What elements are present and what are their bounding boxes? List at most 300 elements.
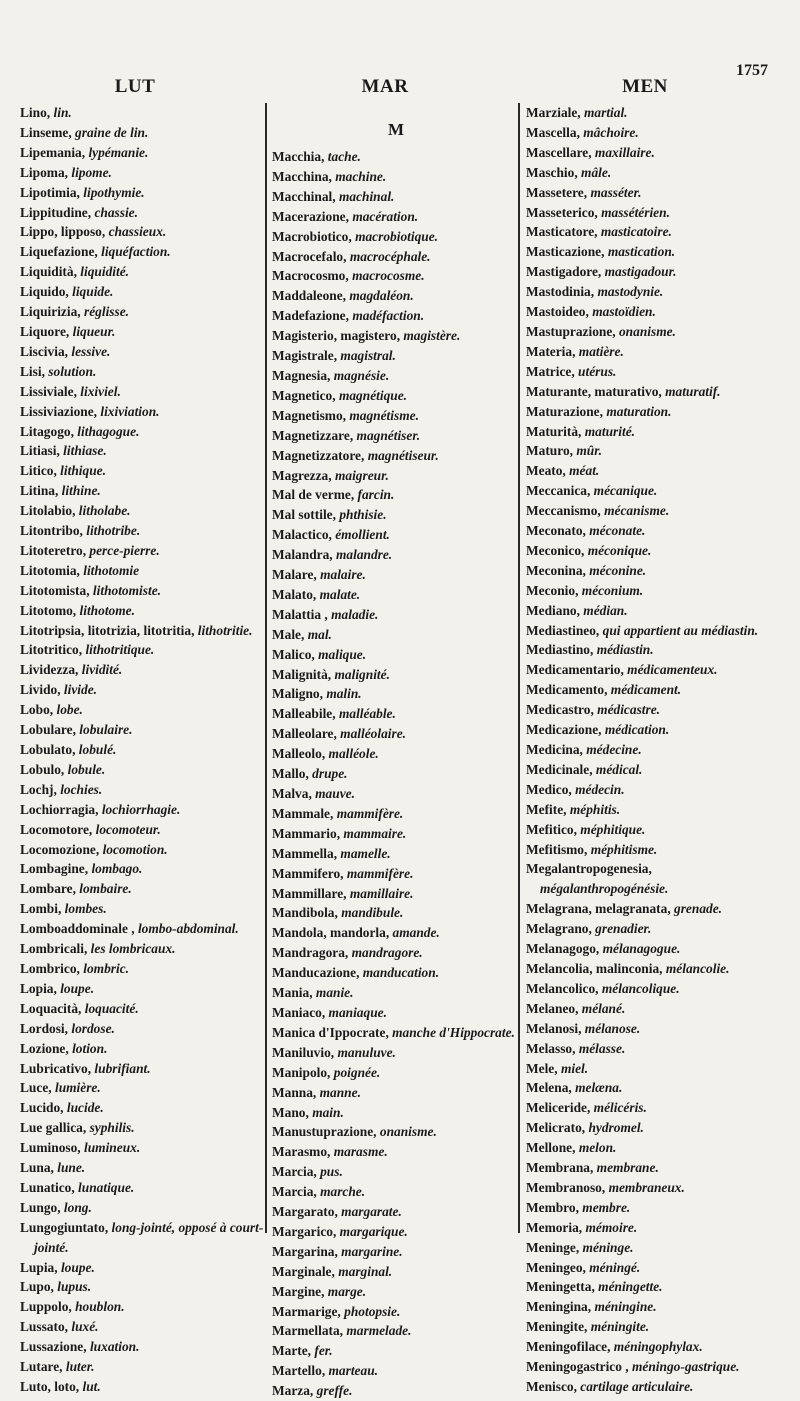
dictionary-entry <box>272 426 520 446</box>
entry-translation: lumière. <box>54 1080 101 1096</box>
dictionary-entry <box>20 1138 266 1158</box>
dictionary-entry <box>526 382 782 402</box>
dictionary-entry <box>526 1158 782 1178</box>
entry-headword: Lipoma, <box>20 164 72 180</box>
entry-translation: mélané. <box>581 1000 626 1016</box>
entry-translation: lobe. <box>56 702 83 718</box>
entry-headword: Menisco, <box>526 1379 581 1394</box>
entry-translation: photopsie. <box>344 1303 401 1319</box>
entry-headword: Medico, <box>526 781 576 797</box>
dictionary-entry <box>526 1297 782 1317</box>
dictionary-entry <box>272 346 520 366</box>
entry-headword: Lunatico, <box>20 1179 79 1195</box>
entry-headword: Malleolare, <box>272 726 341 742</box>
dictionary-entry <box>20 601 266 621</box>
entry-translation: lipothymie. <box>83 184 145 200</box>
entry-headword: Mania, <box>272 985 316 1001</box>
dictionary-entry <box>526 1238 782 1258</box>
entry-headword: Lombrico, <box>20 960 84 976</box>
entry-translation: lobulaire. <box>79 722 133 738</box>
entry-translation: méphitisme. <box>590 841 658 857</box>
entry-headword: Medicamentario, <box>526 662 628 678</box>
entry-translation: magnésie. <box>333 367 390 383</box>
entry-translation: mammifère. <box>346 865 414 881</box>
entry-translation: long-jointé, opposé à court-jointé. <box>34 1219 264 1255</box>
entry-translation: méningé. <box>589 1259 641 1275</box>
entry-headword: Marmarige, <box>272 1303 345 1319</box>
dictionary-entry <box>526 183 782 203</box>
dictionary-entry <box>526 1218 782 1238</box>
entry-headword: Macrocefalo, <box>272 248 350 264</box>
dictionary-entry <box>20 1277 266 1297</box>
entry-translation: mélanose. <box>584 1020 641 1036</box>
entry-headword: Malactico, <box>272 527 336 543</box>
dictionary-entry <box>526 859 782 899</box>
entry-translation: machinal. <box>338 188 395 204</box>
entry-headword: Manducazione, <box>272 965 363 981</box>
entry-translation: magdaléon. <box>349 288 414 304</box>
entry-translation: mélasse. <box>578 1040 626 1056</box>
entry-headword: Meconio, <box>526 582 582 598</box>
entry-headword: Marcia, <box>272 1164 321 1180</box>
entry-headword: Meccanica, <box>526 483 594 499</box>
entry-translation: liqueur. <box>72 323 116 339</box>
entry-translation: lupus. <box>57 1279 92 1295</box>
entry-translation: mandibule. <box>341 905 404 921</box>
entry-headword: Lucido, <box>20 1100 67 1116</box>
entry-translation: lithotomie <box>83 562 140 578</box>
dictionary-entry <box>20 422 266 442</box>
dictionary-entry <box>272 864 520 884</box>
entry-translation: lombric. <box>83 960 129 976</box>
dictionary-entry <box>272 406 520 426</box>
entry-translation: mélicéris. <box>593 1100 647 1116</box>
dictionary-entry <box>526 362 782 382</box>
entry-translation: lune. <box>57 1160 86 1176</box>
entry-translation: médicastre. <box>597 702 661 718</box>
dictionary-entry <box>526 1337 782 1357</box>
entry-translation: lithotribe. <box>86 523 141 539</box>
entry-translation: mélanagogue. <box>602 941 681 957</box>
entry-translation: malaire. <box>320 567 366 583</box>
dictionary-entry <box>272 1043 520 1063</box>
entry-headword: Liquefazione, <box>20 244 102 260</box>
entry-translation: lombes. <box>64 901 107 917</box>
entry-translation: luxation. <box>89 1339 140 1355</box>
entry-translation: liquidité. <box>80 264 130 280</box>
dictionary-entry <box>20 222 266 242</box>
entry-translation: les lombricaux. <box>90 941 176 957</box>
entry-headword: Luto, loto, <box>20 1379 83 1394</box>
entry-headword: Melanosi, <box>526 1020 585 1036</box>
entry-translation: méphitis. <box>569 801 621 817</box>
entry-translation: magnétiser. <box>356 427 421 443</box>
entry-headword: Mallo, <box>272 766 313 782</box>
entry-headword: Mefitismo, <box>526 841 591 857</box>
dictionary-entry <box>272 1282 520 1302</box>
section-letter: M <box>387 120 405 139</box>
entry-headword: Litina, <box>20 483 62 499</box>
dictionary-entry <box>272 645 520 665</box>
dictionary-entry <box>20 242 266 262</box>
entry-headword: Liquore, <box>20 323 73 339</box>
entry-headword: Lobulo, <box>20 761 68 777</box>
entry-translation: mastodynie. <box>597 284 664 300</box>
entry-headword: Meato, <box>526 463 570 479</box>
entry-headword: Litotritico, <box>20 642 86 658</box>
entry-translation: membraneux. <box>608 1179 685 1195</box>
entry-translation: litholabe. <box>78 503 131 519</box>
dictionary-entry <box>526 103 782 123</box>
entry-headword: Maturante, maturativo, <box>526 383 666 399</box>
entry-translation: lobulé. <box>78 742 117 757</box>
entry-translation: lessive. <box>71 343 111 359</box>
dictionary-entry <box>272 1023 520 1043</box>
entry-translation: manuluve. <box>337 1044 396 1060</box>
dictionary-entry <box>20 1019 266 1039</box>
entry-headword: Locomozione, <box>20 841 103 857</box>
entry-headword: Magnesia, <box>272 367 334 383</box>
entry-headword: Membranoso, <box>526 1179 609 1195</box>
dictionary-entry <box>20 1078 266 1098</box>
entry-translation: marteau. <box>328 1363 378 1379</box>
entry-headword: Litoteretro, <box>20 542 90 558</box>
entry-translation: méningo-gastrique. <box>632 1359 740 1375</box>
dictionary-entry <box>20 1337 266 1357</box>
dictionary-entry <box>526 342 782 362</box>
entry-headword: Marcia, <box>272 1184 321 1200</box>
entry-translation: luxé. <box>71 1319 99 1335</box>
entry-translation: méconium. <box>581 582 644 598</box>
entry-translation: lin. <box>53 105 72 120</box>
dictionary-entry <box>20 660 266 680</box>
dictionary-entry <box>272 943 520 963</box>
entry-headword: Meliceride, <box>526 1100 594 1116</box>
dictionary-entry <box>272 326 520 346</box>
entry-translation: liquéfaction. <box>101 244 171 260</box>
dictionary-entry <box>272 266 520 286</box>
entry-translation: madéfaction. <box>352 308 425 324</box>
entry-headword: Malleolo, <box>272 746 329 762</box>
entry-headword: Manustuprazione, <box>272 1124 380 1140</box>
entry-headword: Mascellare, <box>526 144 595 160</box>
entry-headword: Maligno, <box>272 686 327 702</box>
entry-headword: Mammale, <box>272 805 337 821</box>
entry-headword: Lochiorragia, <box>20 801 102 817</box>
entry-translation: manche d'Hippocrate. <box>392 1024 515 1040</box>
entry-headword: Lissiviazione, <box>20 403 101 419</box>
dictionary-entry <box>526 262 782 282</box>
entry-headword: Margarico, <box>272 1223 340 1239</box>
entry-translation: mâchoire. <box>583 124 639 140</box>
entry-headword: Malattia , <box>272 606 332 622</box>
dictionary-entry <box>20 680 266 700</box>
entry-headword: Manica d'Ippocrate, <box>272 1024 393 1040</box>
entry-headword: Magnetismo, <box>272 407 350 423</box>
dictionary-entry <box>20 103 266 123</box>
entry-headword: Malico, <box>272 646 319 662</box>
entry-translation: malléable. <box>338 706 396 722</box>
dictionary-entry <box>272 625 520 645</box>
entry-translation: lithotritique. <box>85 642 155 658</box>
entry-translation: machine. <box>335 168 387 184</box>
dictionary-entry <box>20 1118 266 1138</box>
entry-headword: Lipemania, <box>20 144 89 160</box>
entry-headword: Luminoso, <box>20 1140 84 1156</box>
dictionary-entry <box>526 1078 782 1098</box>
entry-translation: mauve. <box>315 786 355 801</box>
entry-translation: malignité. <box>334 666 390 682</box>
dictionary-entry <box>272 784 520 804</box>
entry-headword: Lue gallica, <box>20 1120 90 1136</box>
entry-headword: Lobulato, <box>20 742 79 757</box>
entry-headword: Lobo, <box>20 702 57 718</box>
dictionary-entry <box>272 1202 520 1222</box>
entry-translation: lucide. <box>66 1100 104 1116</box>
entry-translation: malléole. <box>328 746 379 762</box>
entry-translation: mécanisme. <box>604 503 670 519</box>
entry-headword: Meconico, <box>526 542 588 558</box>
entry-headword: Meningite, <box>526 1319 591 1335</box>
entry-headword: Materia, <box>526 343 579 359</box>
dictionary-entry <box>272 306 520 326</box>
entry-translation: graine de lin. <box>75 124 149 140</box>
entry-headword: Mammifero, <box>272 865 347 881</box>
entry-translation: médication. <box>604 722 670 738</box>
entry-headword: Magnetico, <box>272 387 339 403</box>
entry-translation: melæna. <box>575 1080 623 1096</box>
dictionary-entry <box>20 481 266 501</box>
entry-headword: Litagogo, <box>20 423 78 439</box>
dictionary-entry <box>272 485 520 505</box>
entry-translation: lithagogue. <box>77 423 140 439</box>
dictionary-entry <box>272 983 520 1003</box>
entry-headword: Mastuprazione, <box>526 323 619 339</box>
entry-headword: Medicastro, <box>526 702 598 718</box>
dictionary-entry <box>526 322 782 342</box>
entry-headword: Lombare, <box>20 881 80 897</box>
entry-translation: miel. <box>560 1060 589 1076</box>
entry-headword: Lussato, <box>20 1319 72 1335</box>
entry-translation: mélancolie. <box>665 960 730 976</box>
entry-translation: mandragore. <box>351 945 423 961</box>
entry-translation: mégalanthropogénésie. <box>540 881 669 897</box>
entry-translation: marche. <box>320 1184 366 1200</box>
entry-translation: tache. <box>327 149 361 164</box>
dictionary-entry <box>20 581 266 601</box>
dictionary-entry <box>526 242 782 262</box>
entry-headword: Medicinale, <box>526 761 596 777</box>
entry-translation: chassieux. <box>108 224 167 240</box>
entry-translation: médecine. <box>586 742 642 757</box>
entry-translation: liquide. <box>72 284 114 300</box>
entry-translation: magnétiseur. <box>367 447 439 463</box>
entry-translation: mastigadour. <box>604 264 677 280</box>
dictionary-entry <box>526 1258 782 1278</box>
dictionary-entry <box>20 840 266 860</box>
dictionary-entry <box>20 262 266 282</box>
entry-headword: Lissiviale, <box>20 383 81 399</box>
entry-translation: syphilis. <box>89 1120 135 1136</box>
entry-translation: médicamenteux. <box>627 662 718 678</box>
entry-headword: Locomotore, <box>20 821 96 837</box>
entry-headword: Luppolo, <box>20 1299 76 1315</box>
entry-translation: lunatique. <box>78 1179 135 1195</box>
dictionary-entry <box>526 501 782 521</box>
dictionary-entry <box>20 1218 266 1258</box>
entry-translation: locomoteur. <box>95 821 161 837</box>
entry-headword: Male, <box>272 626 308 642</box>
entry-headword: Meningogastrico , <box>526 1359 632 1375</box>
entry-headword: Melanagogo, <box>526 941 603 957</box>
entry-headword: Lino, <box>20 105 54 120</box>
entry-translation: masséter. <box>590 184 642 200</box>
entry-translation: maxillaire. <box>594 144 655 160</box>
dictionary-entry <box>272 724 520 744</box>
entry-translation: macrocosme. <box>352 268 425 284</box>
dictionary-entry <box>20 879 266 899</box>
entry-headword: Macrocosmo, <box>272 268 353 284</box>
dictionary-entry <box>20 899 266 919</box>
dictionary-entry <box>526 461 782 481</box>
entry-translation: locomotion. <box>102 841 168 857</box>
entry-headword: Litotripsia, litotrizia, litotritia, <box>20 622 198 638</box>
dictionary-entry <box>272 366 520 386</box>
entry-translation: lombago. <box>91 861 143 877</box>
dictionary-entry <box>20 1357 266 1377</box>
entry-headword: Maturità, <box>526 423 585 439</box>
entry-headword: Mandragora, <box>272 945 352 961</box>
entry-headword: Macchina, <box>272 168 336 184</box>
entry-translation: mammaire. <box>343 825 407 841</box>
entry-translation: lithotome. <box>79 602 135 618</box>
dictionary-entry <box>20 1198 266 1218</box>
entries-list <box>272 147 520 1401</box>
dictionary-entry <box>20 342 266 362</box>
dictionary-entry <box>272 1302 520 1322</box>
entry-translation: marginal. <box>338 1263 393 1279</box>
dictionary-entry <box>20 521 266 541</box>
entry-headword: Maniaco, <box>272 1004 329 1020</box>
dictionary-entry <box>526 700 782 720</box>
entry-headword: Lippo, lipposo, <box>20 224 109 240</box>
entry-translation: émollient. <box>335 527 390 543</box>
entry-translation: malin. <box>326 686 362 702</box>
entry-translation: maigreur. <box>334 467 389 483</box>
entry-headword: Maturazione, <box>526 403 607 419</box>
dictionary-entry <box>272 247 520 267</box>
entry-headword: Megalantropogenesia, <box>526 861 652 877</box>
entry-headword: Marte, <box>272 1343 315 1359</box>
entry-translation: massétérien. <box>601 204 670 220</box>
dictionary-entry <box>272 1361 520 1381</box>
entry-headword: Memoria, <box>526 1219 586 1235</box>
dictionary-entry <box>272 1063 520 1083</box>
dictionary-entry <box>272 187 520 207</box>
entry-translation: lypémanie. <box>88 144 149 160</box>
dictionary-entry <box>526 1098 782 1118</box>
entry-headword: Lombricali, <box>20 941 91 957</box>
entry-translation: amande. <box>392 925 440 941</box>
entry-headword: Litotomia, <box>20 562 84 578</box>
dictionary-entry <box>272 525 520 545</box>
dictionary-entry <box>20 1039 266 1059</box>
entry-translation: maniaque. <box>328 1004 387 1020</box>
entry-translation: malate. <box>319 586 361 602</box>
dictionary-entry <box>272 167 520 187</box>
entry-headword: Masticazione, <box>526 244 608 260</box>
dictionary-entry <box>20 382 266 402</box>
dictionary-entry <box>526 640 782 660</box>
entry-headword: Meconato, <box>526 523 590 539</box>
entry-headword: Melasso, <box>526 1040 579 1056</box>
column-right <box>526 103 782 1394</box>
entry-translation: loupe. <box>60 1259 95 1275</box>
dictionary-entry <box>526 740 782 760</box>
dictionary-entry <box>272 824 520 844</box>
entry-headword: Melicrato, <box>526 1120 589 1136</box>
dictionary-entry <box>526 143 782 163</box>
entry-translation: mûr. <box>576 443 603 459</box>
dictionary-entry <box>526 899 782 919</box>
entry-translation: lithotomiste. <box>92 582 161 598</box>
entry-translation: méconique. <box>587 542 652 558</box>
dictionary-entry <box>272 1103 520 1123</box>
entry-headword: Lutare, <box>20 1359 66 1375</box>
entry-headword: Magrezza, <box>272 467 335 483</box>
entry-translation: cartilage articulaire. <box>580 1379 694 1394</box>
entry-translation: marmelade. <box>346 1323 412 1339</box>
entry-headword: Macrobiotico, <box>272 228 356 244</box>
entry-headword: Lungo, <box>20 1199 64 1215</box>
dictionary-entry <box>20 780 266 800</box>
entry-translation: lubrifiant. <box>94 1060 151 1076</box>
entry-translation: maturatif. <box>665 383 721 399</box>
entry-headword: Marmellata, <box>272 1323 347 1339</box>
entry-translation: main. <box>312 1104 344 1120</box>
entry-translation: magnétisme. <box>349 407 419 423</box>
dictionary-entry <box>272 1003 520 1023</box>
entry-translation: manie. <box>315 985 354 1001</box>
entry-headword: Malleabile, <box>272 706 339 722</box>
entry-translation: mécanique. <box>593 483 658 499</box>
entry-translation: drupe. <box>312 766 348 782</box>
entry-translation: poignée. <box>333 1064 381 1080</box>
dictionary-entry <box>272 1341 520 1361</box>
dictionary-entry <box>526 282 782 302</box>
dictionary-entry <box>526 441 782 461</box>
dictionary-entry <box>20 1178 266 1198</box>
entry-translation: lithiase. <box>63 443 107 459</box>
entry-headword: Liquidità, <box>20 264 81 280</box>
dictionary-entry <box>526 999 782 1019</box>
entry-translation: long. <box>63 1199 92 1215</box>
dictionary-entry <box>526 1118 782 1138</box>
entry-headword: Melancolico, <box>526 980 602 996</box>
entry-headword: Lupia, <box>20 1259 61 1275</box>
entry-headword: Matrice, <box>526 363 579 379</box>
entry-headword: Martello, <box>272 1363 329 1379</box>
entry-headword: Meconina, <box>526 562 590 578</box>
dictionary-entry <box>272 1242 520 1262</box>
dictionary-entry <box>526 222 782 242</box>
entry-headword: Lozione, <box>20 1040 73 1056</box>
entry-translation: mal. <box>307 626 332 642</box>
entry-headword: Massetere, <box>526 184 591 200</box>
entry-headword: Lussazione, <box>20 1339 90 1355</box>
dictionary-entry <box>526 1039 782 1059</box>
dictionary-entry <box>20 919 266 939</box>
